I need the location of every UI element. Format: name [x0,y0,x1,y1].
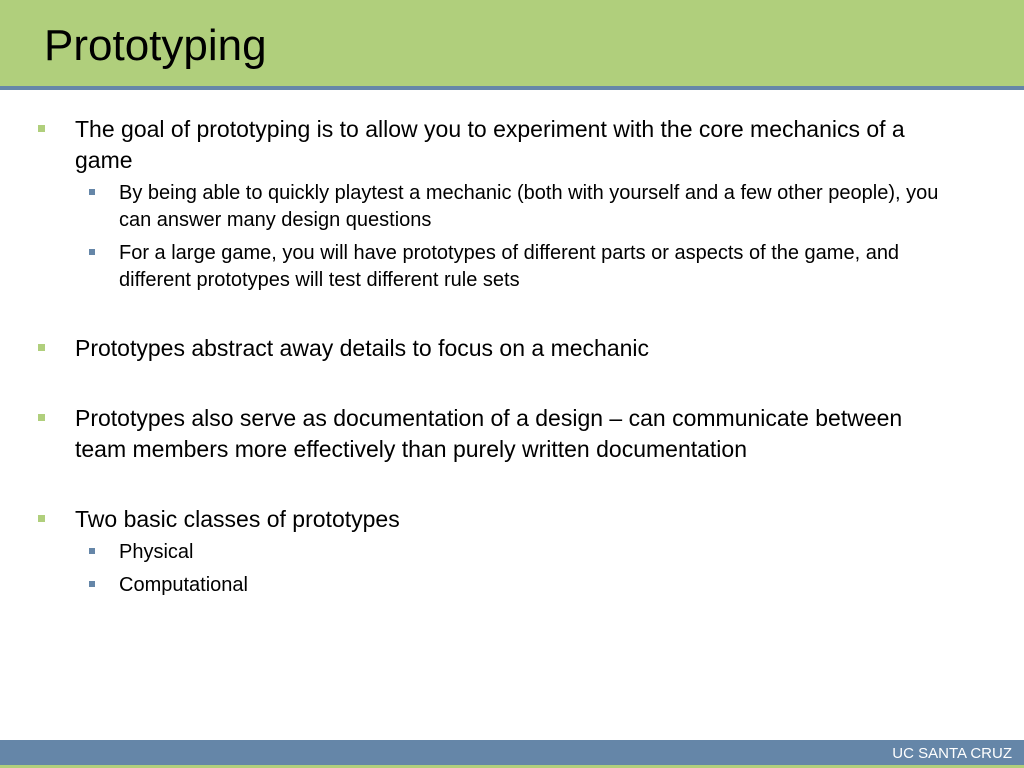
bullet-text: Two basic classes of prototypes [75,506,400,532]
bullet-text: The goal of prototyping is to allow you to experiment with the core mechanics of a game [75,116,905,173]
sub-bullet-text: Computational [119,574,248,596]
square-bullet-icon [89,249,95,255]
sub-bullet-text: By being able to quickly playtest a mechanic (both with yourself and a few other people), you can answer many design questions [119,182,939,231]
bullet-item [75,403,935,465]
sub-bullet-item [119,180,939,234]
sub-bullet-text: For a large game, you will have prototypes of different parts or aspects of the game, and different prototypes will test different rule sets [119,242,900,291]
bullet-text: Prototypes abstract away details to focus on a mechanic [75,335,650,361]
slide-content [0,114,1024,599]
square-bullet-icon [38,414,45,421]
sub-bullet-item [119,572,939,599]
square-bullet-icon [89,548,95,554]
bullet-text: Prototypes also serve as documentation of a design – can communicate between team members more effectively than purely written documentation [75,405,903,462]
square-bullet-icon [38,344,45,351]
square-bullet-icon [38,515,45,522]
square-bullet-icon [89,189,95,195]
slide-title: Prototyping [44,21,267,70]
sub-bullet-item [119,240,939,294]
footer-band [0,740,1024,768]
title-rule [0,86,1024,90]
sub-bullet-item [119,539,939,566]
bullet-item [75,333,935,364]
square-bullet-icon [89,581,95,587]
footer-institution: UC SANTA CRUZ [892,745,1012,762]
bullet-item [75,504,935,535]
sub-bullet-text: Physical [119,541,194,563]
bullet-item [75,114,935,176]
square-bullet-icon [38,125,45,132]
